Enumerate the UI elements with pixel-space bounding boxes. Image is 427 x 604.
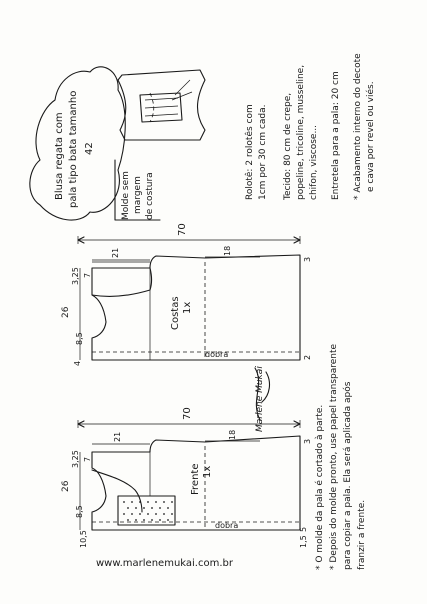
title-line-2: pala tipo bata tamanho [68, 90, 79, 208]
costas-top-18: 18 [223, 245, 232, 256]
website-url: www.marlenemukai.com.br [96, 558, 233, 569]
costas-side-4: 4 [73, 360, 82, 366]
frente-top-3: 3 [303, 438, 312, 444]
note-tecido-1: Tecido: 80 cm de crepe, [283, 92, 293, 200]
costas-side-7: 7 [83, 272, 92, 278]
bottom-note-1: * O molde da pala é cortado à parte. [315, 404, 325, 570]
costas-length: 70 [177, 223, 188, 236]
frente-hem-1-5: 1,5 [299, 535, 308, 548]
costas-hem-2: 2 [303, 354, 312, 360]
bottom-note-2: * Depois do molde pronto, use papel transparente [329, 343, 339, 570]
title-size: 42 [84, 142, 95, 155]
costas-side-8-5: 8,5 [75, 332, 84, 345]
costas-pattern [61, 223, 312, 366]
frente-fold: dobra [215, 521, 239, 530]
costas-top-21: 21 [111, 247, 120, 258]
costas-side-3-25: 3,25 [71, 267, 80, 285]
frente-length: 70 [182, 407, 193, 420]
frente-side-8-5: 8,5 [75, 505, 84, 518]
note-tecido-3: chifon, viscose... [309, 124, 319, 200]
bottom-notes [314, 343, 367, 570]
title-line-1: Blusa regata com [54, 112, 65, 200]
seam-note-line-3: de costura [145, 172, 155, 220]
seam-note [115, 160, 160, 220]
costas-piece-name: Costas [170, 296, 181, 330]
note-acabamento-2: e cava por revel ou viés. [366, 81, 376, 192]
costas-top-3: 3 [303, 256, 312, 262]
costas-fold: dobra [205, 350, 229, 359]
note-rolote-1: Rolotê: 2 rolotês com [245, 104, 255, 200]
notes-block [244, 53, 376, 201]
note-rolote-2: 1cm por 30 cm cada. [258, 104, 268, 200]
bottom-note-3: para copiar a pala. Ela será aplicada após [343, 381, 353, 570]
frente-piece-name: Frente [190, 463, 201, 495]
costas-side-26: 26 [61, 306, 71, 318]
bottom-note-4: franzir a frente. [357, 499, 367, 570]
title-cloud [30, 67, 125, 220]
frente-cut: 1x [202, 465, 213, 478]
frente-side-3-25: 3,25 [71, 450, 80, 468]
frente-top-18: 18 [228, 429, 237, 440]
signature [255, 366, 269, 432]
frente-side-26: 26 [61, 480, 71, 492]
note-entretela: Entretela para a pala: 20 cm [331, 71, 341, 200]
seam-note-line-2: margem [133, 176, 143, 214]
note-tecido-2: popeline, tricoline, musseline, [296, 64, 306, 200]
frente-top-21: 21 [113, 431, 122, 442]
frente-side-7: 7 [83, 456, 92, 462]
seam-note-line-1: Molde sem [121, 171, 131, 220]
garment-sketch [118, 70, 205, 140]
frente-side-10-5: 10,5 [79, 530, 88, 548]
costas-cut: 1x [182, 301, 193, 314]
note-acabamento-1: * Acabamento interno do decote [353, 53, 363, 200]
signature-text: Marlene Mukai [255, 366, 265, 432]
frente-hem-5: 5 [299, 526, 308, 532]
frente-pattern [61, 407, 312, 548]
